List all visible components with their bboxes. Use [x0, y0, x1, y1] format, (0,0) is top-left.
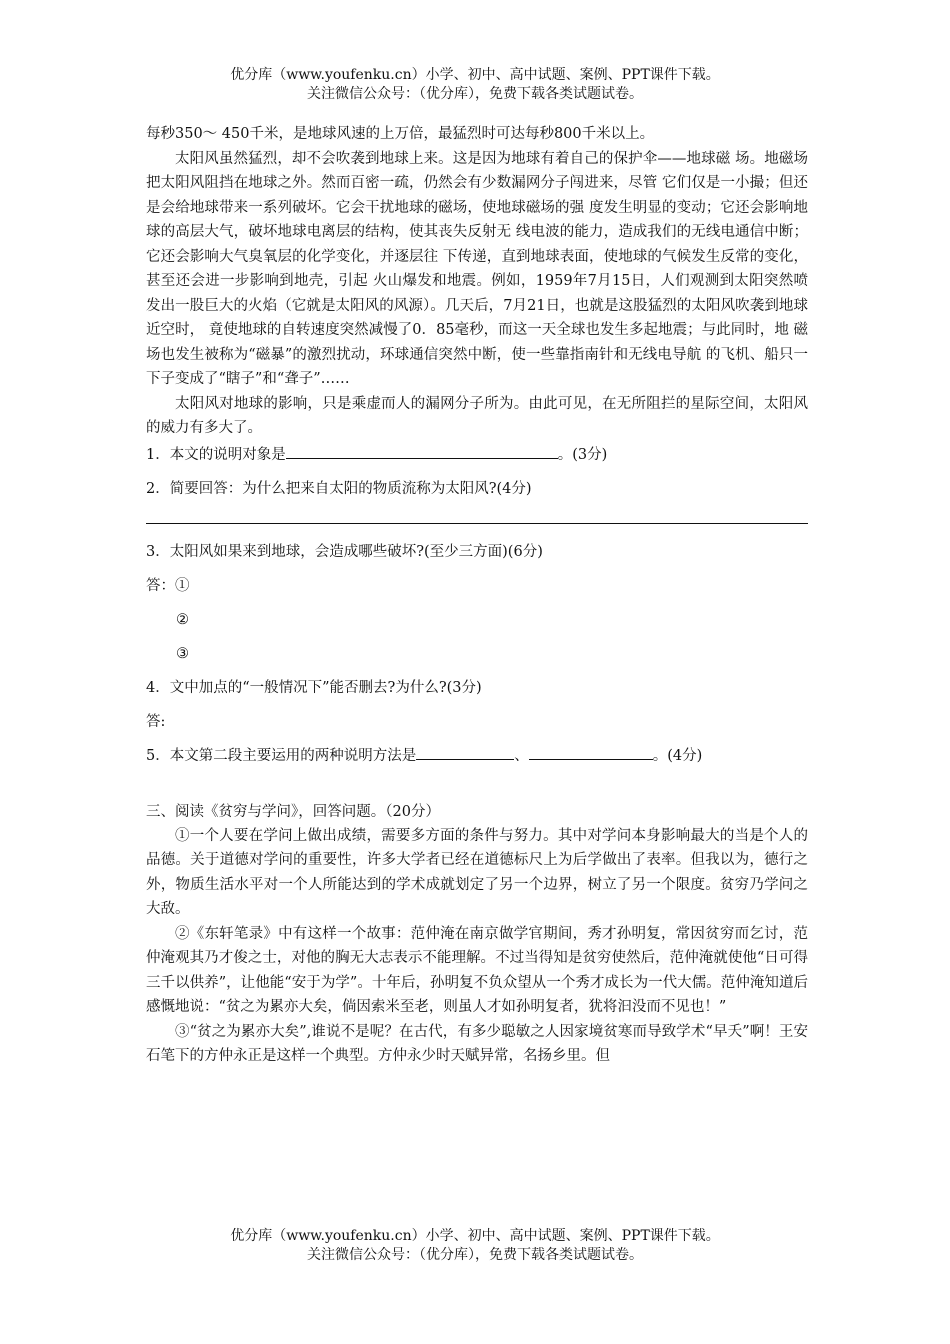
header-line-2: 关注微信公众号：（优分库），免费下载各类试题试卷。	[307, 86, 643, 102]
question-1-text: 1．本文的说明对象是	[146, 446, 286, 463]
passage-paragraph-1: 太阳风虽然猛烈，却不会吹袭到地球上来。这是因为地球有着自己的保护伞——地球磁 场。地磁场把太阳风阻挡在地球之外。然而百密一疏，仍然会有少数漏网分子闯进来，尽管 它们仅是一小撮；但还是会给地球带来一系列破坏。它会干扰地球的磁场，使地球磁场的强 度发生明显的变动；它还会影响地球的高层大气，破坏地球电离层的结构，使其丧失反射无 线电波的能力，造成我们的无线电通信中断；它还会影响大气臭氧层的化学变化，并逐层往 下传递，直到地球表面，使地球的气候发生反常的变化，甚至还会进一步影响到地壳，引起 火山爆发和地震。例如，1959年7月15日，人们观测到太阳突然喷发出一股巨大的火焰（它就是太阳风的风源）。几天后，7月21日，也就是这股猛烈的太阳风吹袭到地球近空时， 竟使地球的自转速度突然减慢了0．85毫秒，而这一天全球也发生多起地震；与此同时，地 磁场也发生被称为“磁暴”的激烈扰动，环球通信突然中断，使一些靠指南针和无线电导航 的飞机、船只一下子变成了“瞎子”和“聋子”……	[146, 150, 808, 387]
question-1-blank[interactable]	[286, 444, 558, 459]
passage-paragraph-0: 每秒350～ 450千米，是地球风速的上万倍，最猛烈时可达每秒800千米以上。	[146, 126, 655, 142]
question-2: 2．简要回答：为什么把来自太阳的物质流称为太阳风?(4分)	[146, 480, 532, 497]
question-1-points: 。(3分)	[557, 446, 608, 463]
question-3-answer-1: 答：①	[146, 577, 190, 594]
question-1	[146, 443, 808, 467]
question-5-text: 5．本文第二段主要运用的两种说明方法是	[146, 747, 417, 764]
page-footer	[0, 1227, 950, 1265]
question-3-answer-2: ②	[176, 611, 189, 628]
question-3-answer-3: ③	[176, 645, 189, 662]
section-3-paragraph-2: ②《东轩笔录》中有这样一个故事：范仲淹在南京做学官期间，秀才孙明复，常因贫穷而乞讨，范仲淹观其乃才俊之士，对他的胸无大志表示不能理解。不过当得知是贫穷使然后，范仲淹就使他“日可得三千以供养”，让他能“安于为学”。十年后，孙明复不负众望从一个秀才成长为一代大儒。范仲淹知道后感慨地说：“贫之为累亦大矣，倘因索米至老，则虽人才如孙明复者，犹将汩没而不见也！”	[146, 925, 808, 1015]
question-3: 3．太阳风如果来到地球，会造成哪些破坏?(至少三方面)(6分)	[146, 543, 543, 560]
section-3-paragraph-1: ①一个人要在学问上做出成绩，需要多方面的条件与努力。其中对学问本身影响最大的当是个人的品德。关于道德对学问的重要性，许多大学者已经在道德标尺上为后学做出了表率。但我以为，德行之外，物质生活水平对一个人所能达到的学术成就划定了另一个边界，树立了另一个限度。贫穷乃学问之大敌。	[146, 827, 808, 917]
question-5-blank-2[interactable]	[529, 745, 653, 760]
section-3-title: 三、阅读《贫穷与学问》，回答问题。（20分）	[146, 803, 440, 820]
question-5-points: 。(4分)	[652, 747, 703, 764]
question-5-blank-1[interactable]	[416, 745, 514, 760]
section-3-paragraph-3: ③“贫之为累亦大矣”,谁说不是呢？在古代，有多少聪敏之人因家境贫寒而导致学术“早夭”啊！王安石笔下的方仲永正是这样一个典型。方仲永少时天赋异常，名扬乡里。但	[146, 1023, 808, 1064]
question-4: 4．文中加点的“一般情况下”能否删去?为什么?(3分)	[146, 679, 482, 696]
main-content	[146, 122, 808, 1069]
question-5	[146, 744, 808, 768]
header-line-1: 优分库（www.youfenku.cn）小学、初中、高中试题、案例、PPT课件下载。	[230, 67, 720, 83]
question-2-answer-line[interactable]	[146, 523, 808, 524]
page-header	[0, 66, 950, 104]
footer-line-1: 优分库（www.youfenku.cn）小学、初中、高中试题、案例、PPT课件下载。	[230, 1228, 720, 1244]
question-5-separator: 、	[514, 747, 529, 764]
passage-paragraph-2: 太阳风对地球的影响，只是乘虚而人的漏网分子所为。由此可见，在无所阻拦的星际空间，太阳风的威力有多大了。	[146, 395, 808, 436]
question-4-answer: 答:	[146, 713, 166, 730]
footer-line-2: 关注微信公众号：（优分库），免费下载各类试题试卷。	[307, 1247, 643, 1263]
